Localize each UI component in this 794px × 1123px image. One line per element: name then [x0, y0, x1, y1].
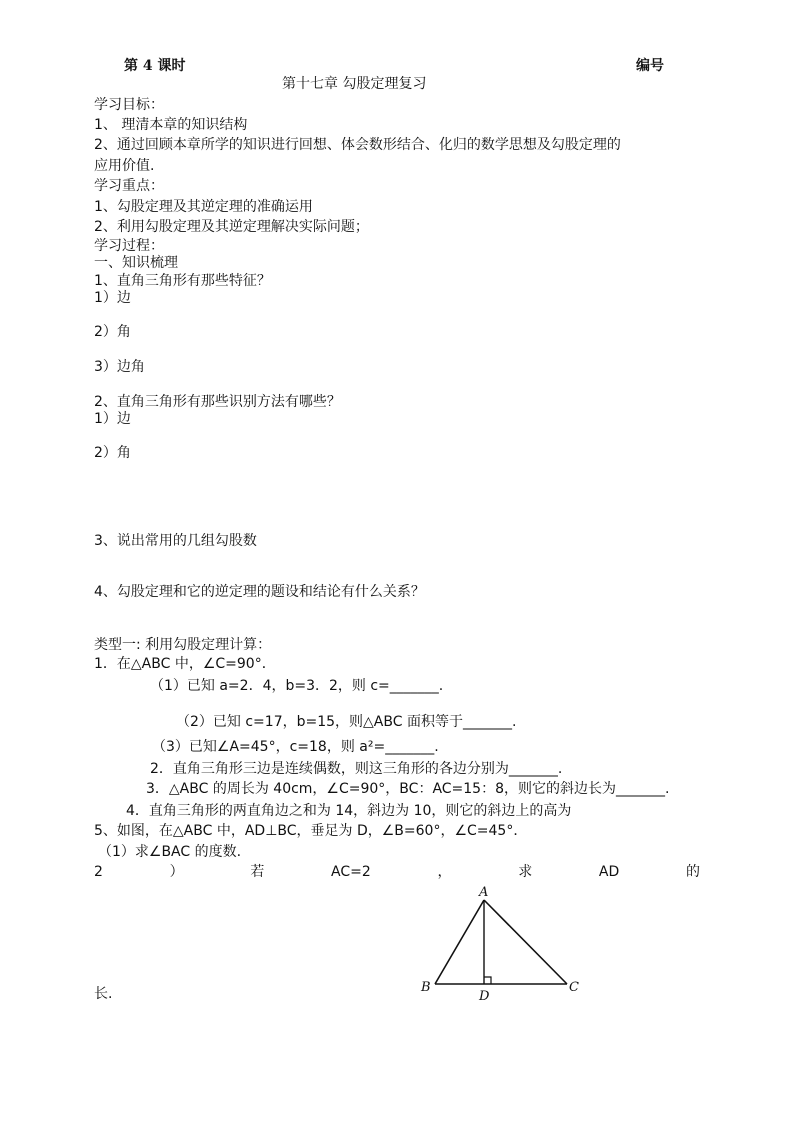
problem-1-part-2: （2）已知 c=17，b=15，则△ABC 面积等于_______. [176, 714, 517, 730]
foot-label-d: D [479, 989, 490, 1004]
lesson-label: 第 4 课时 [124, 58, 186, 74]
question-2-angles: 2）角 [94, 445, 131, 461]
problem-5: 5、如图，在△ABC 中，AD⊥BC，垂足为 D，∠B=60°，∠C=45°． [94, 823, 528, 839]
problem-5-part-2-token: ， [437, 864, 452, 880]
question-4: 4、勾股定理和它的逆定理的题设和结论有什么关系？ [94, 584, 425, 600]
question-2-sides: 1）边 [94, 411, 131, 427]
problem-5-part-1: （1）求∠BAC 的度数. [98, 844, 242, 860]
vertex-label-c: C [569, 980, 579, 995]
problem-1-part-1: （1）已知 a=2．4，b=3．2，则 c=_______. [150, 678, 444, 694]
goals-item-2: 2、通过回顾本章所学的知识进行回想、体会数形结合、化归的数学思想及勾股定理的 [94, 137, 621, 153]
side-ab [435, 900, 484, 984]
problem-5-part-2-end: 长. [94, 986, 113, 1002]
problem-1-part-3: （3）已知∠A=45°，c=18，则 a²=_______. [152, 739, 439, 755]
question-1: 1、直角三角形有那些特征？ [94, 273, 271, 289]
question-2: 2、直角三角形有那些识别方法有哪些？ [94, 394, 341, 410]
problem-5-part-2-token: AD [598, 864, 620, 880]
goals-item-1: 1、 理清本章的知识结构 [94, 117, 248, 133]
goals-item-2-cont: 应用价值. [94, 158, 155, 174]
vertex-label-a: A [479, 885, 489, 900]
question-1-side-angle: 3）边角 [94, 359, 145, 375]
problem-3: 3．△ABC 的周长为 40cm，∠C=90°，BC：AC=15：8，则它的斜边长为_______. [146, 781, 670, 797]
problem-5-part-2-token: 求 [518, 864, 533, 880]
question-1-angles: 2）角 [94, 324, 131, 340]
problem-5-part-2-token: ） [169, 864, 184, 880]
problem-5-part-2-token: AC=2 [331, 864, 371, 880]
number-label: 编号 [636, 58, 664, 74]
problem-2: 2．直角三角形三边是连续偶数，则这三角形的各边分别为_______. [150, 761, 563, 777]
side-ac [484, 900, 567, 984]
question-3: 3、说出常用的几组勾股数 [94, 533, 257, 549]
question-1-sides: 1）边 [94, 290, 131, 306]
problem-1: 1．在△ABC 中，∠C=90°． [94, 656, 276, 672]
type1-heading: 类型一: 利用勾股定理计算： [94, 637, 272, 653]
key-point-2: 2、利用勾股定理及其逆定理解决实际问题； [94, 219, 369, 235]
key-point-1: 1、勾股定理及其逆定理的准确运用 [94, 199, 313, 215]
section-knowledge: 一、知识梳理 [94, 255, 178, 271]
process-heading: 学习过程： [94, 238, 164, 254]
vertex-label-b: B [421, 980, 431, 995]
triangle-figure [410, 880, 610, 1010]
problem-5-part-2-token: 的 [685, 864, 700, 880]
page-title: 第十七章 勾股定理复习 [282, 76, 427, 92]
problem-5-part-2-line [94, 863, 700, 881]
right-angle-mark [484, 977, 491, 984]
problem-5-part-2-token: 2 [94, 864, 103, 880]
problem-4: 4．直角三角形的两直角边之和为 14，斜边为 10，则它的斜边上的高为 [126, 803, 572, 819]
goals-heading: 学习目标： [94, 97, 164, 113]
problem-5-part-2-token: 若 [250, 864, 265, 880]
key-points-heading: 学习重点： [94, 178, 164, 194]
